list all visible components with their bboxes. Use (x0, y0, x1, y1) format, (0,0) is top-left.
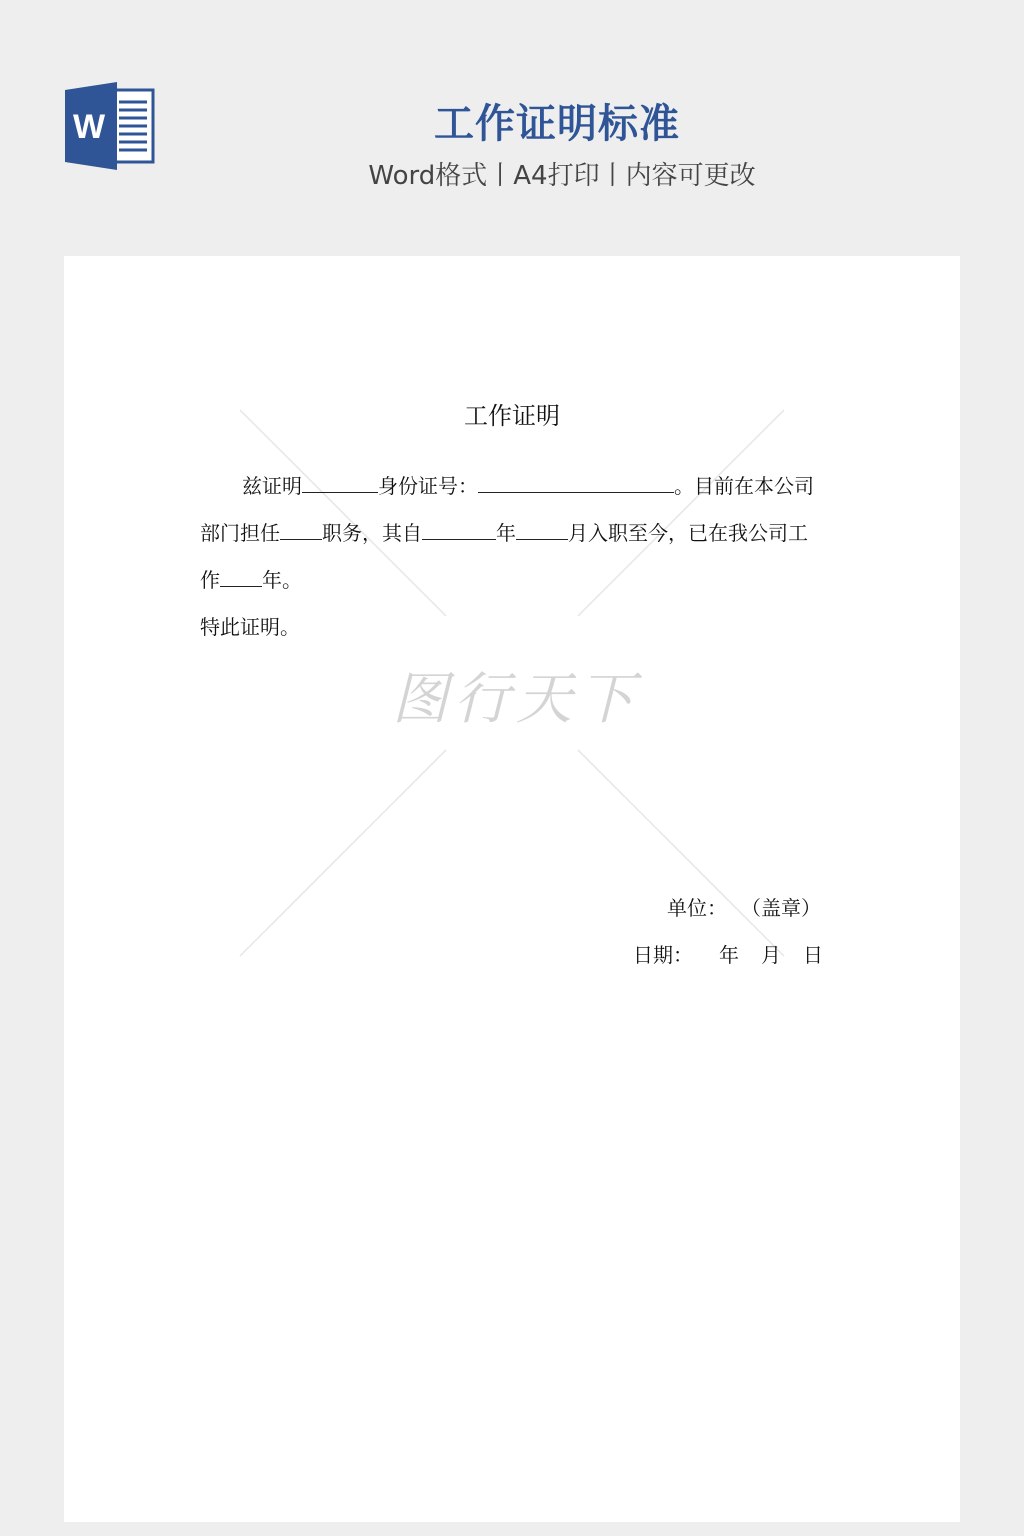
date-day: 日 (803, 943, 823, 967)
body-line-1 (242, 470, 814, 499)
text-year: 年 (496, 521, 516, 545)
blank-id-number (478, 474, 674, 493)
date-label: 日期： (633, 943, 693, 967)
text-position: 职务，其自 (322, 521, 422, 545)
date-month: 月 (761, 943, 781, 967)
blank-start-year (422, 521, 496, 540)
text-id-label: 身份证号： (378, 474, 478, 498)
body-line-3 (200, 564, 302, 593)
signature-date-line (633, 939, 823, 968)
text-work: 作 (200, 568, 220, 592)
word-logo-letter: W (72, 108, 106, 146)
watermark-text: 图行天下 (392, 667, 640, 732)
text-department: 部门担任 (200, 521, 280, 545)
blank-position (280, 521, 322, 540)
blank-name (302, 474, 378, 493)
text-certify: 兹证明 (242, 474, 302, 498)
seal-label: （盖章） (741, 896, 821, 920)
date-year: 年 (719, 943, 739, 967)
signature-unit-line (667, 892, 821, 921)
document-title: 工作证明 (464, 402, 560, 430)
page-subtitle: Word格式丨A4打印丨内容可更改 (368, 161, 756, 191)
body-line-4: 特此证明。 (200, 615, 300, 639)
blank-start-month (516, 521, 568, 540)
body-line-2 (200, 517, 808, 546)
text-month-join: 月入职至今，已在我公司工 (568, 521, 808, 545)
blank-years (220, 568, 262, 587)
unit-label: 单位： (667, 896, 727, 920)
text-years: 年。 (262, 568, 302, 592)
page-title: 工作证明标准 (434, 101, 680, 147)
text-company: 。目前在本公司 (674, 474, 814, 498)
